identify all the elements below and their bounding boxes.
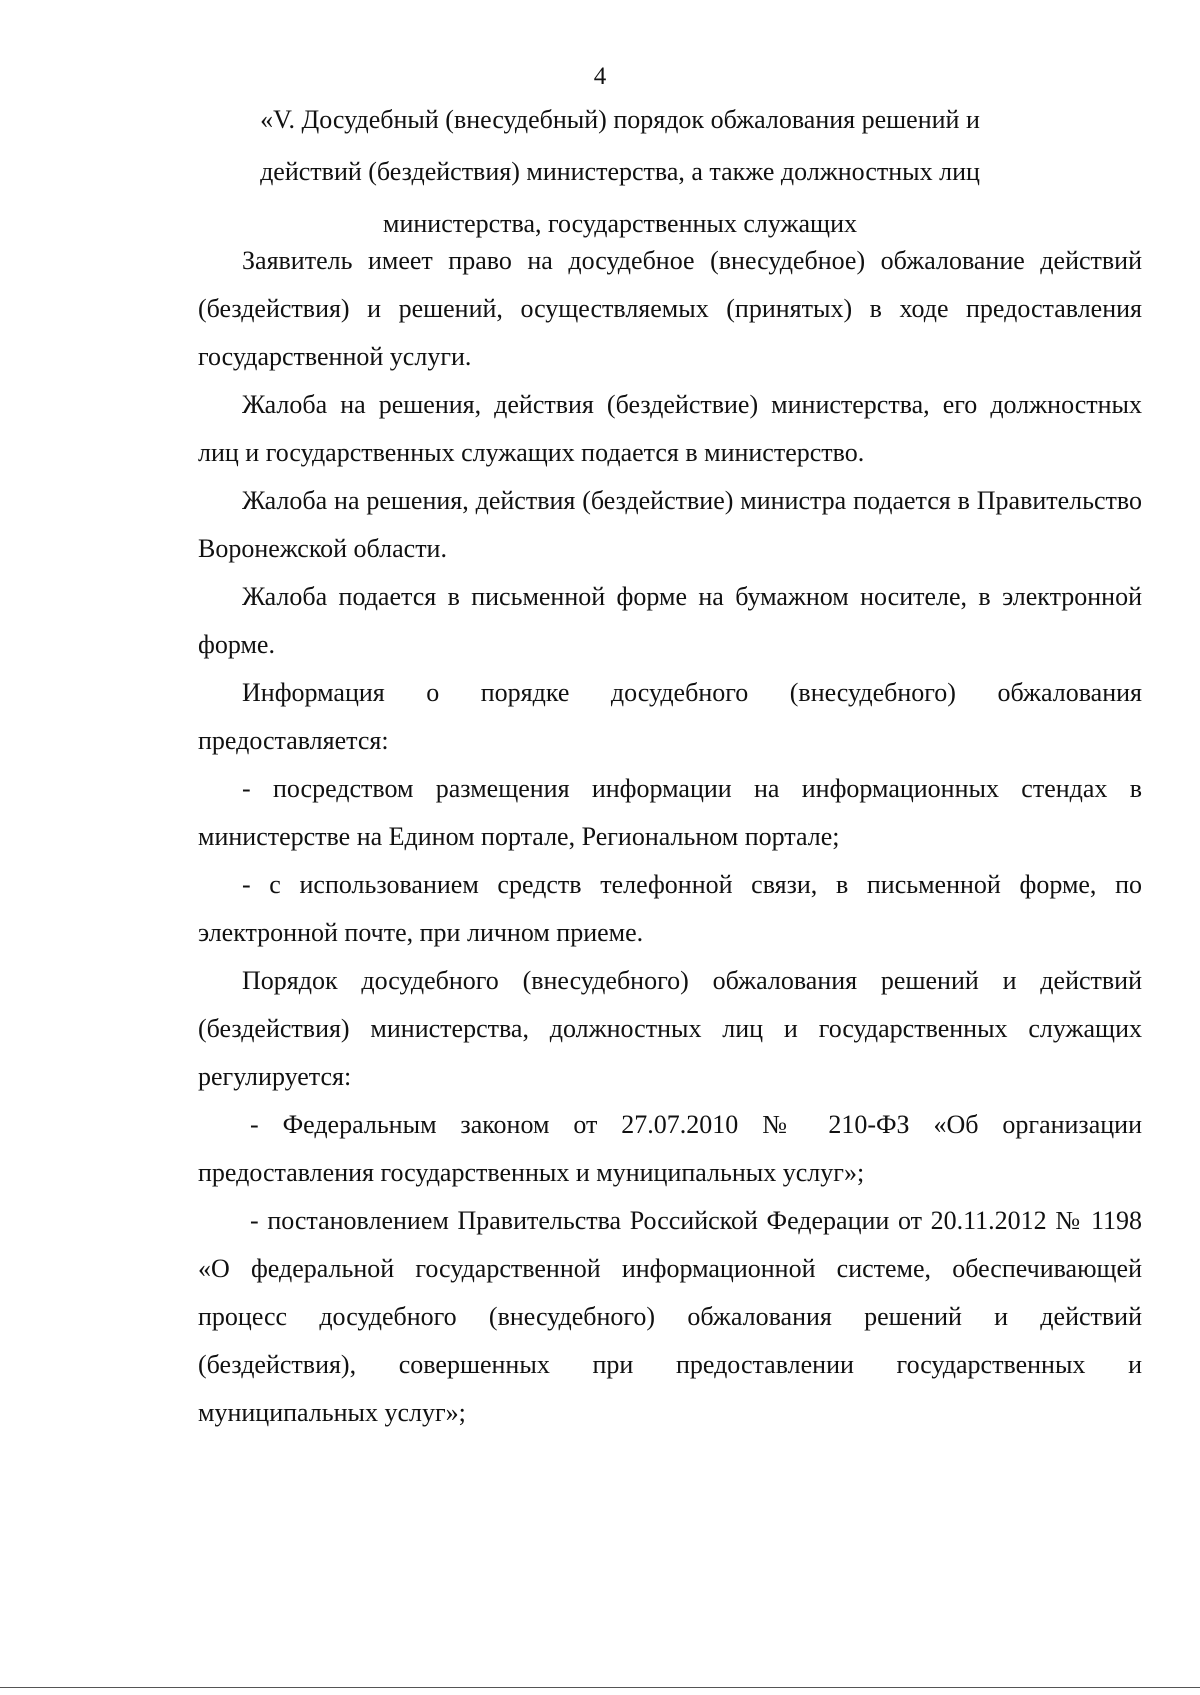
paragraph-complaint-to-government: Жалоба на решения, действия (бездействие) министра подается в Правительство Воронежской области. [198,486,1142,563]
paragraph-information-provided: Информация о порядке досудебного (внесудебного) обжалования предоставляется: [198,678,1142,755]
list-item-stands-portals: - посредством размещения информации на информационных стендах в министерстве на Едином портале, Региональном портале; [198,774,1142,851]
list-item-phone-mail: - с использованием средств телефонной связи, в письменной форме, по электронной почте, при личном приеме. [198,870,1142,947]
bottom-divider [0,1687,1200,1688]
list-item-federal-law: - Федеральным законом от 27.07.2010 № 210-ФЗ «Об организации предоставления государственных и муниципальных услуг»; [198,1110,1142,1187]
paragraph-complaint-form: Жалоба подается в письменной форме на бумажном носителе, в электронной форме. [198,582,1142,659]
paragraph-right-to-appeal: Заявитель имеет право на досудебное (внесудебное) обжалование действий (бездействия) и решений, осуществляемых (принятых) в ходе предоставления государственной услуги. [198,246,1142,371]
document-body [198,237,1142,1437]
list-item-government-resolution: - постановлением Правительства Российской Федерации от 20.11.2012 № 1198 «О федеральной государственной информационной системе, обеспечивающей процесс досудебного (внесудебного) обжалования решений и действий (бездействия), совершенных при предоставлении государственных и муниципальных услуг»; [198,1206,1142,1427]
paragraph-complaint-to-ministry: Жалоба на решения, действия (бездействие) министерства, его должностных лиц и государственных служащих подается в министерство. [198,390,1142,467]
paragraph-regulation: Порядок досудебного (внесудебного) обжалования решений и действий (бездействия) министерства, должностных лиц и государственных служащих регулируется: [198,966,1142,1091]
page-number: 4 [593,63,607,90]
section-heading: «V. Досудебный (внесудебный) порядок обжалования решений и действий (бездействия) министерства, а также должностных лиц министерства, государственных служащих [260,105,980,238]
